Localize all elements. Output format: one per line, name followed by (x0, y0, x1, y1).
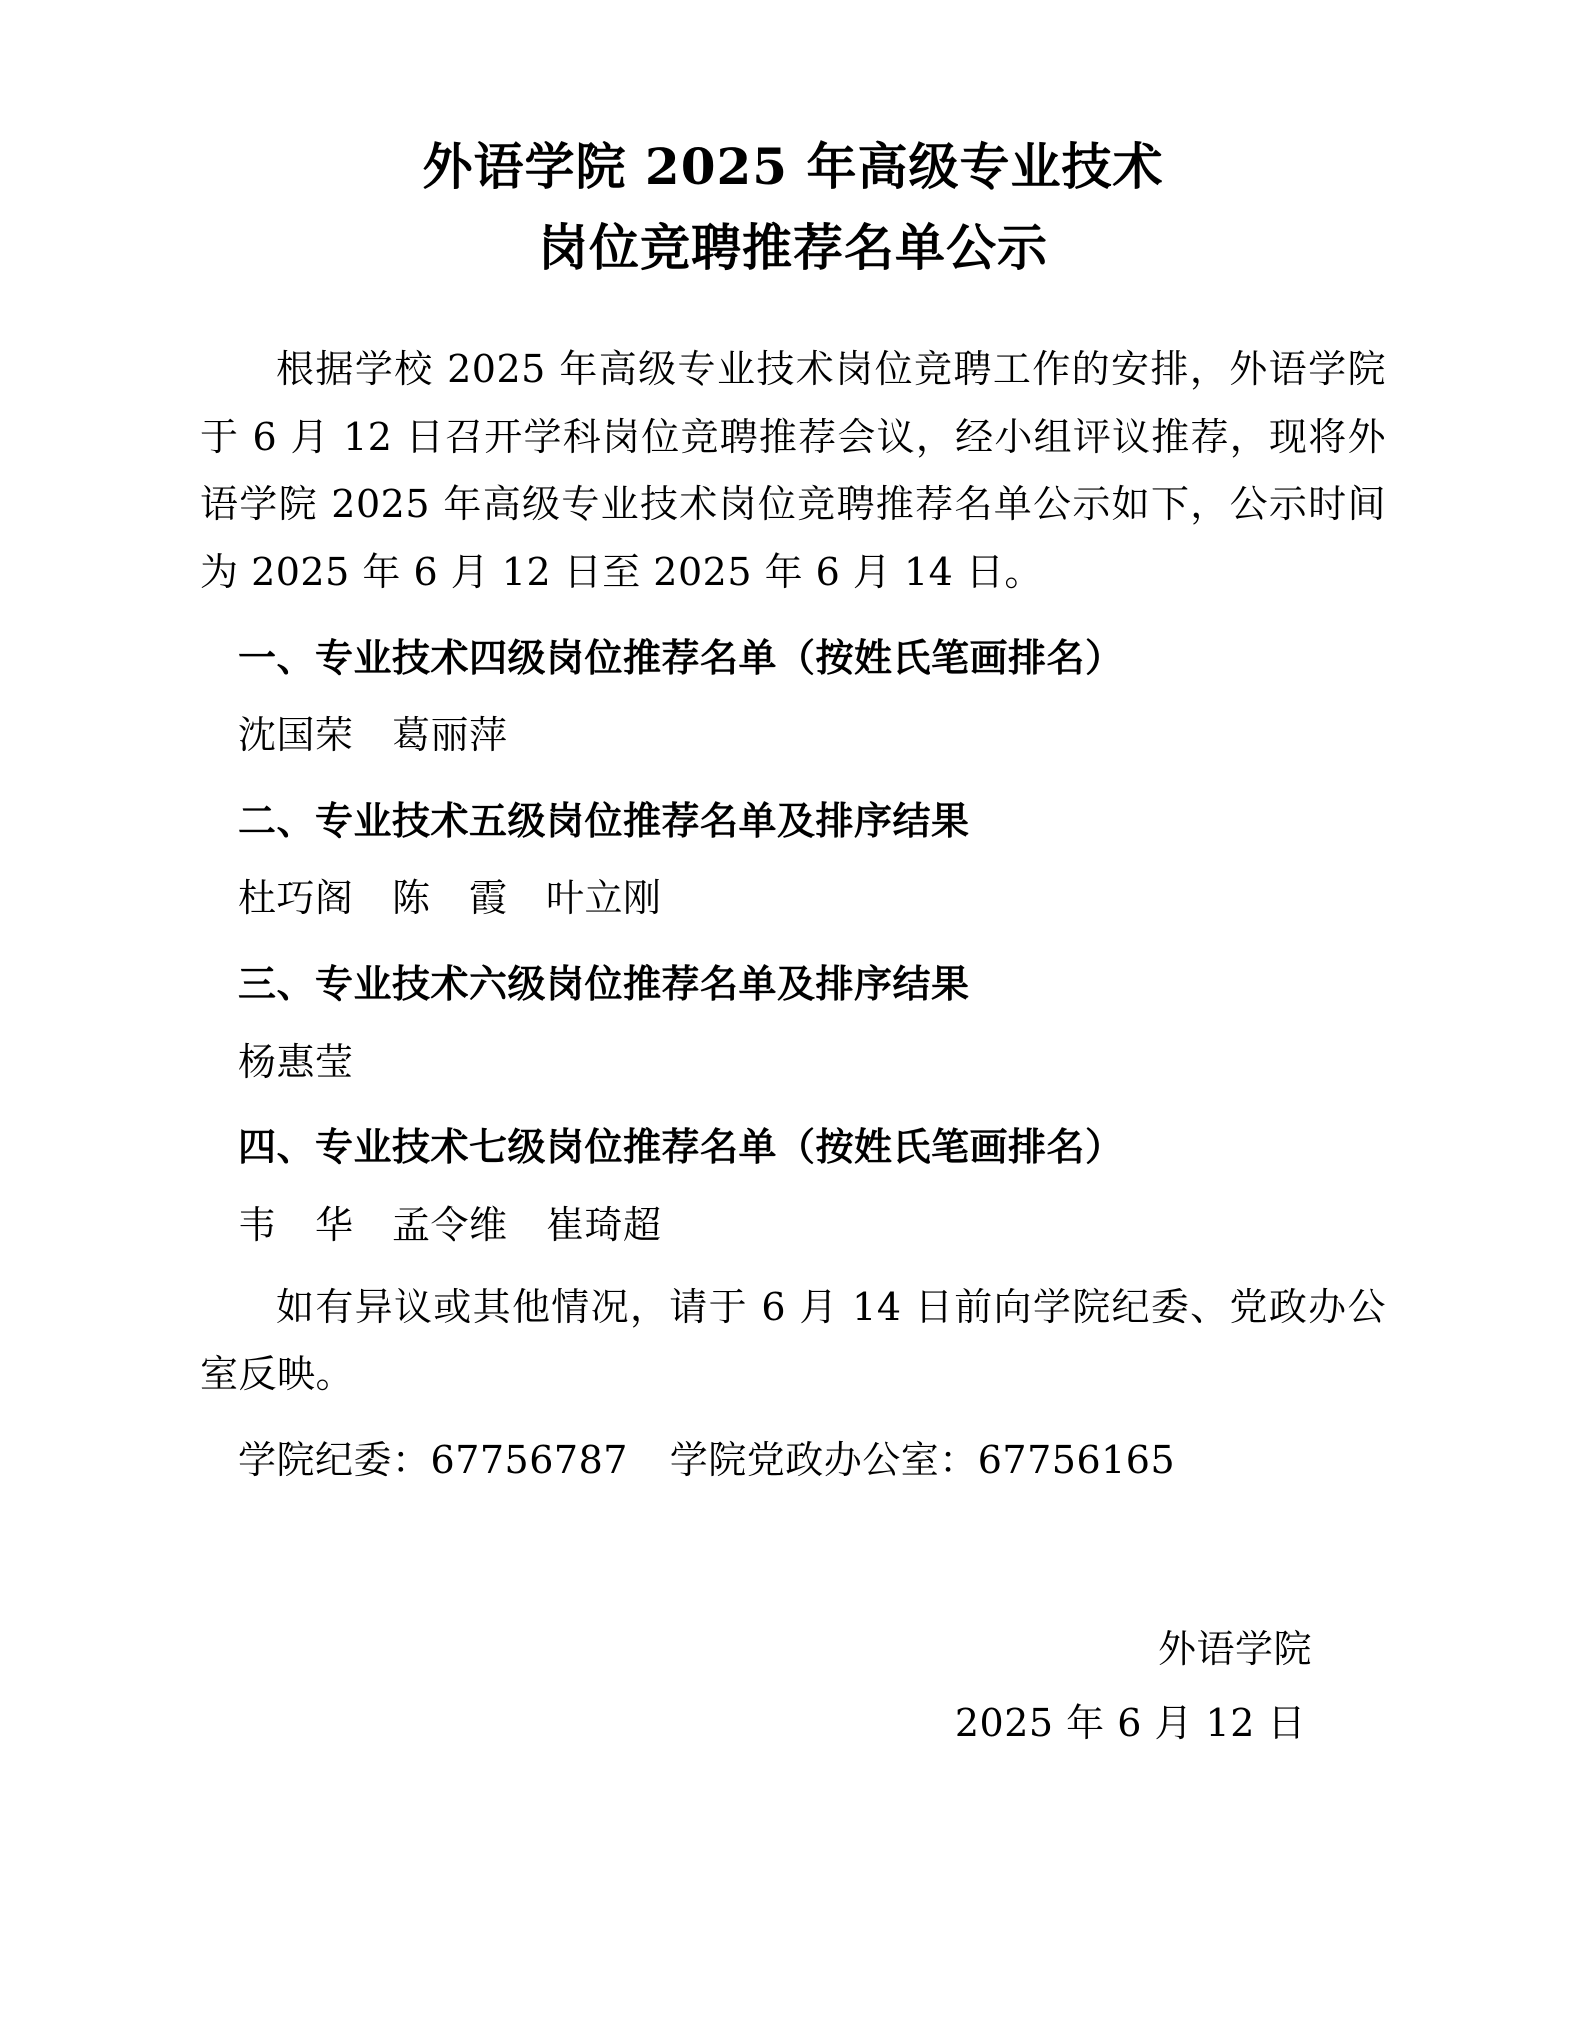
office-phone: 67756165 (977, 1437, 1176, 1482)
page-title-line-1: 外语学院 2025 年高级专业技术 (422, 137, 1164, 196)
discipline-committee-label: 学院纪委： (238, 1437, 431, 1482)
intro-paragraph: 根据学校 2025 年高级专业技术岗位竞聘工作的安排，外语学院于 6 月 12 日召开学科岗位竞聘推荐会议，经小组评议推荐，现将外语学院 2025 年高级专业技术岗位竞聘推荐名单公示如下，公示时间为 2025 年 6 月 12 日至 2025 年 6 月 14 日。 (200, 347, 1386, 594)
document-body (200, 336, 1386, 1494)
section-heading-level7: 四、专业技术七级岗位推荐名单（按姓氏笔画排名） (238, 1125, 1124, 1170)
name-list-level7: 韦 华 孟令维 崔琦超 (238, 1202, 662, 1247)
section-heading-level5: 二、专业技术五级岗位推荐名单及排序结果 (238, 798, 970, 843)
contact-line (200, 1427, 1386, 1495)
signature-organization: 外语学院 (1157, 1627, 1312, 1672)
signature-block (200, 1612, 1386, 1760)
office-label: 学院党政办公室： (669, 1437, 978, 1482)
discipline-committee-phone: 67756787 (430, 1437, 628, 1482)
page-title-line-2: 岗位竞聘推荐名单公示 (538, 218, 1048, 277)
name-list-level4: 沈国荣 葛丽萍 (238, 713, 508, 758)
name-list-level6: 杨惠莹 (238, 1039, 354, 1084)
objection-paragraph: 如有异议或其他情况，请于 6 月 14 日前向学院纪委、党政办公室反映。 (200, 1284, 1386, 1397)
name-list-level5: 杜巧阁 陈 霞 叶立刚 (238, 876, 662, 921)
page-title (200, 126, 1386, 288)
section-heading-level4: 一、专业技术四级岗位推荐名单（按姓氏笔画排名） (238, 635, 1124, 680)
section-heading-level6: 三、专业技术六级岗位推荐名单及排序结果 (238, 962, 970, 1006)
signature-date: 2025 年 6 月 12 日 (954, 1701, 1306, 1746)
